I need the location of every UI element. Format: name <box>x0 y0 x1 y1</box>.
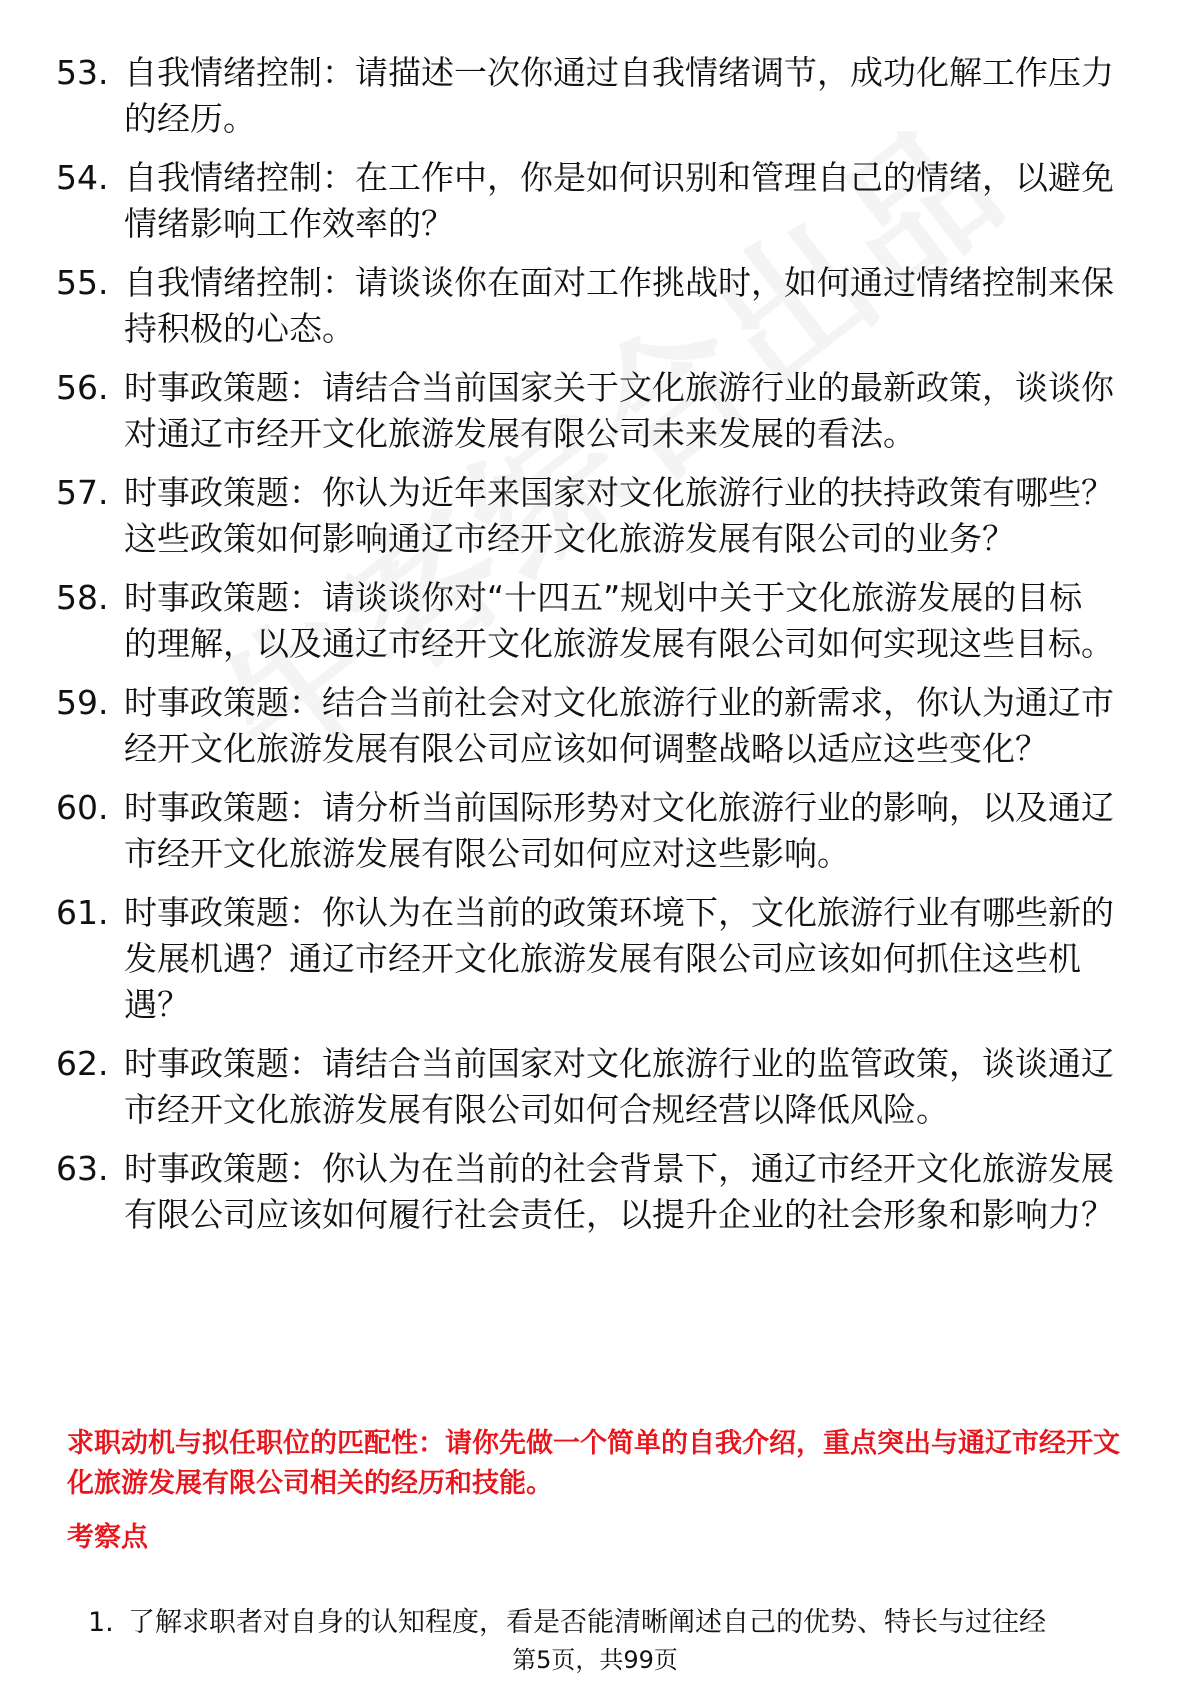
page-footer: 第5页，共99页 <box>512 1646 678 1674</box>
question-number: 56. <box>56 368 109 407</box>
question-text: 时事政策题：你认为在当前的政策环境下，文化旅游行业有哪些新的发展机遇？通辽市经开文化旅游发展有限公司应该如何抓住这些机遇？ <box>124 893 1114 1024</box>
question-number: 61. <box>56 893 109 932</box>
question-text: 时事政策题：结合当前社会对文化旅游行业的新需求，你认为通辽市经开文化旅游发展有限公司应该如何调整战略以适应这些变化？ <box>124 683 1114 768</box>
question-text: 时事政策题：你认为近年来国家对文化旅游行业的扶持政策有哪些？这些政策如何影响通辽市经开文化旅游发展有限公司的业务？ <box>124 473 1114 558</box>
question-number: 55. <box>56 263 109 302</box>
question-item <box>56 1146 1126 1238</box>
question-text: 自我情绪控制：请描述一次你通过自我情绪调节，成功化解工作压力的经历。 <box>124 53 1114 138</box>
question-item <box>56 365 1126 457</box>
question-item <box>56 575 1126 667</box>
question-number: 59. <box>56 683 109 722</box>
question-text: 时事政策题：你认为在当前的社会背景下，通辽市经开文化旅游发展有限公司应该如何履行社会责任，以提升企业的社会形象和影响力？ <box>124 1149 1114 1234</box>
question-text: 时事政策题：请分析当前国际形势对文化旅游行业的影响，以及通辽市经开文化旅游发展有限公司如何应对这些影响。 <box>124 788 1114 873</box>
section-title: 求职动机与拟任职位的匹配性：请你先做一个简单的自我介绍，重点突出与通辽市经开文化旅游发展有限公司相关的经历和技能。 <box>67 1428 1120 1499</box>
question-item <box>56 50 1126 142</box>
question-number: 58. <box>56 578 109 617</box>
question-list <box>56 50 1126 1251</box>
point-text: 了解求职者对自身的认知程度，看是否能清晰阐述自己的优势、特长与过往经 <box>128 1607 1046 1638</box>
question-text: 时事政策题：请谈谈你对“十四五”规划中关于文化旅游发展的目标的理解，以及通辽市经开文化旅游发展有限公司如何实现这些目标。 <box>124 578 1114 663</box>
question-number: 54. <box>56 158 109 197</box>
question-number: 53. <box>56 53 109 92</box>
question-number: 63. <box>56 1149 109 1188</box>
question-text: 时事政策题：请结合当前国家对文化旅游行业的监管政策，谈谈通辽市经开文化旅游发展有限公司如何合规经营以降低风险。 <box>124 1044 1114 1129</box>
point-number: 1. <box>88 1607 114 1638</box>
question-text: 自我情绪控制：在工作中，你是如何识别和管理自己的情绪，以避免情绪影响工作效率的？ <box>124 158 1114 243</box>
question-item <box>56 890 1126 1028</box>
question-text: 自我情绪控制：请谈谈你在面对工作挑战时，如何通过情绪控制来保持积极的心态。 <box>124 263 1114 348</box>
question-item <box>56 680 1126 772</box>
question-item <box>56 155 1126 247</box>
assessment-points-label: 考察点 <box>67 1522 148 1553</box>
question-item <box>56 260 1126 352</box>
question-item <box>56 470 1126 562</box>
question-number: 62. <box>56 1044 109 1083</box>
question-item <box>56 1041 1126 1133</box>
question-number: 60. <box>56 788 109 827</box>
question-text: 时事政策题：请结合当前国家关于文化旅游行业的最新政策，谈谈你对通辽市经开文化旅游发展有限公司未来发展的看法。 <box>124 368 1114 453</box>
question-number: 57. <box>56 473 109 512</box>
question-item <box>56 785 1126 877</box>
assessment-point-item <box>88 1604 1128 1642</box>
